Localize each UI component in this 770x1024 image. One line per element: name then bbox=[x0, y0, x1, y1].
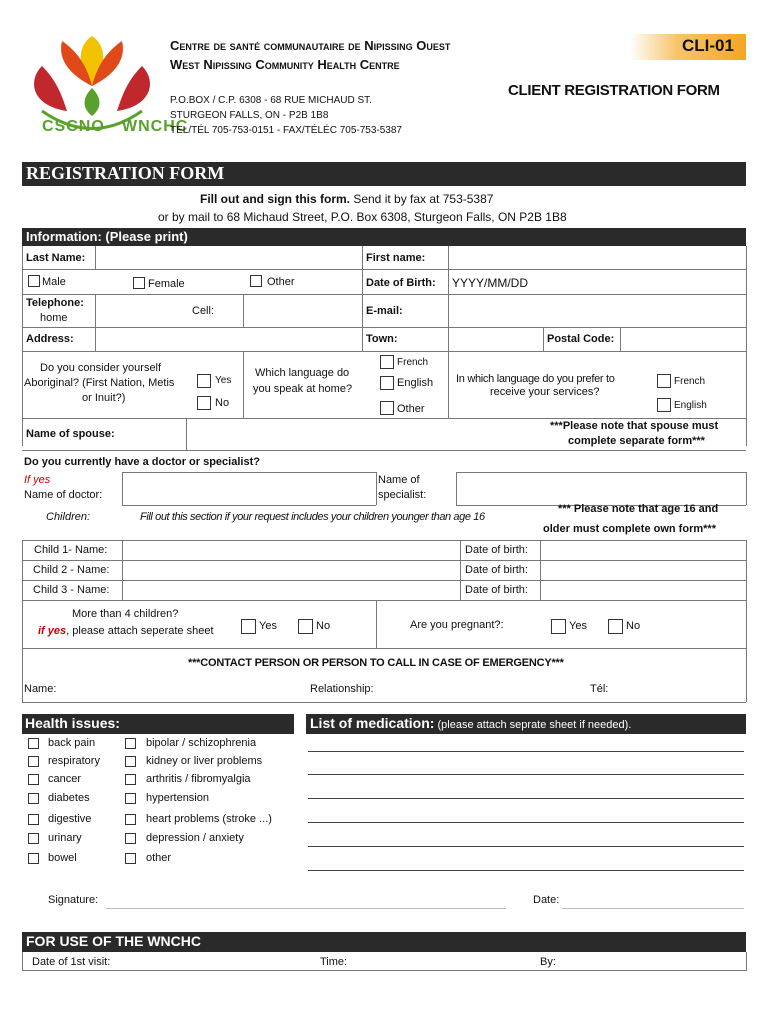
postal-code-input[interactable] bbox=[621, 328, 745, 350]
pregnant-yes-label: Yes bbox=[569, 620, 587, 632]
logo bbox=[22, 26, 189, 146]
more-children-note bbox=[38, 625, 214, 637]
home-language-question-1: Which language do bbox=[255, 367, 350, 379]
digestive-label: digestive bbox=[48, 813, 92, 825]
aboriginal-question-2: Aboriginal? (First Nation, Metis bbox=[24, 377, 175, 389]
heart-problems-label: heart problems (stroke ...) bbox=[146, 813, 272, 825]
respiratory-label: respiratory bbox=[48, 755, 100, 767]
respiratory-checkbox[interactable] bbox=[28, 756, 39, 767]
pregnant-no-label: No bbox=[626, 620, 641, 632]
medication-heading bbox=[310, 715, 631, 731]
doctor-name-label: Name of doctor: bbox=[24, 489, 103, 501]
medication-bar bbox=[306, 714, 746, 734]
dob-label: Date of Birth: bbox=[366, 277, 436, 289]
more-children-no-label: No bbox=[316, 620, 331, 632]
medication-line[interactable] bbox=[308, 846, 744, 847]
signature-date-label: Date: bbox=[533, 894, 560, 906]
cell-phone-input[interactable] bbox=[244, 295, 361, 326]
home-english-label: English bbox=[397, 377, 434, 389]
information-title: Information: (Please print) bbox=[26, 229, 188, 244]
information-bar bbox=[22, 228, 746, 246]
child-2-label: Child 2 - Name: bbox=[33, 564, 110, 576]
instructions-bold: Fill out and sign this form. bbox=[200, 192, 350, 206]
child-3-dob-input[interactable] bbox=[541, 581, 745, 599]
more-children-if-yes: if yes bbox=[38, 625, 67, 637]
hypertension-checkbox[interactable] bbox=[125, 793, 136, 804]
child-1-dob-input[interactable] bbox=[541, 541, 745, 559]
home-other-checkbox[interactable] bbox=[380, 401, 394, 415]
bowel-label: bowel bbox=[48, 852, 77, 864]
health-issues-title: Health issues: bbox=[25, 715, 120, 731]
other-health-checkbox[interactable] bbox=[125, 853, 136, 864]
aboriginal-yes-checkbox[interactable] bbox=[197, 374, 211, 388]
female-label: Female bbox=[148, 278, 185, 290]
medication-note: (please attach seprate sheet if needed). bbox=[434, 719, 632, 731]
aboriginal-question-3: or Inuit?) bbox=[82, 392, 126, 404]
urinary-checkbox[interactable] bbox=[28, 833, 39, 844]
medication-line[interactable] bbox=[308, 798, 744, 799]
male-label: Male bbox=[42, 276, 66, 288]
more-children-yes-checkbox[interactable] bbox=[241, 619, 256, 634]
signature-date-line[interactable] bbox=[562, 908, 744, 909]
child-3-name-input[interactable] bbox=[123, 581, 459, 599]
service-french-checkbox[interactable] bbox=[657, 374, 671, 388]
specialist-label-2: specialist: bbox=[378, 489, 427, 501]
child-1-dob-label: Date of birth: bbox=[465, 544, 528, 556]
more-children-no-checkbox[interactable] bbox=[298, 619, 313, 634]
office-use-title: FOR USE OF THE WNCHC bbox=[26, 933, 201, 949]
pregnant-question: Are you pregnant?: bbox=[410, 619, 504, 631]
home-french-label: French bbox=[397, 357, 429, 368]
telephone-label: Telephone: bbox=[26, 297, 84, 309]
form-code: CLI-01 bbox=[682, 36, 734, 55]
home-label: home bbox=[40, 312, 68, 324]
other-gender-checkbox[interactable] bbox=[250, 275, 262, 287]
org-name-fr: Centre de santé communautaire de Nipissing Ouest bbox=[170, 38, 451, 53]
back-pain-label: back pain bbox=[48, 737, 96, 749]
logo-text: CSCNO · WNCHC bbox=[42, 118, 189, 135]
service-english-label: English bbox=[674, 400, 707, 411]
depression-label: depression / anxiety bbox=[146, 832, 244, 844]
diabetes-label: diabetes bbox=[48, 792, 90, 804]
org-name-en: West Nipissing Community Health Centre bbox=[170, 57, 400, 72]
child-3-dob-label: Date of birth: bbox=[465, 584, 528, 596]
doctor-question: Do you currently have a doctor or specialist? bbox=[24, 456, 260, 468]
address-line-2: STURGEON FALLS, ON - P2B 1B8 bbox=[170, 110, 329, 121]
cell-label: Cell: bbox=[192, 305, 215, 317]
home-english-checkbox[interactable] bbox=[380, 376, 394, 390]
arthritis-label: arthritis / fibromyalgia bbox=[146, 773, 251, 785]
kidney-liver-checkbox[interactable] bbox=[125, 756, 136, 767]
instructions-rest: Send it by fax at 753-5387 bbox=[350, 192, 494, 206]
emergency-tel-label: Tél: bbox=[590, 683, 609, 695]
child-1-name-input[interactable] bbox=[123, 541, 459, 559]
last-name-input[interactable] bbox=[96, 247, 361, 268]
children-instructions: Fill out this section if your request includes your children younger than age 16 bbox=[140, 511, 485, 523]
female-checkbox[interactable] bbox=[133, 277, 145, 289]
signature-label: Signature: bbox=[48, 894, 99, 906]
bowel-checkbox[interactable] bbox=[28, 853, 39, 864]
child-2-dob-input[interactable] bbox=[541, 561, 745, 579]
heart-problems-checkbox[interactable] bbox=[125, 814, 136, 825]
doctor-name-input[interactable] bbox=[123, 473, 375, 504]
by-label: By: bbox=[540, 956, 556, 968]
first-visit-input[interactable] bbox=[130, 953, 310, 969]
aboriginal-no-label: No bbox=[215, 397, 230, 409]
cancer-checkbox[interactable] bbox=[28, 774, 39, 785]
children-note-2: older must complete own form*** bbox=[543, 523, 716, 535]
service-french-label: French bbox=[674, 376, 706, 387]
registration-bar bbox=[22, 162, 746, 186]
back-pain-checkbox[interactable] bbox=[28, 738, 39, 749]
urinary-label: urinary bbox=[48, 832, 82, 844]
instructions-line-2: or by mail to 68 Michaud Street, P.O. Box 6308, Sturgeon Falls, ON P2B 1B8 bbox=[158, 210, 567, 224]
more-children-question: More than 4 children? bbox=[72, 608, 179, 620]
more-children-note-rest: , please attach seperate sheet bbox=[66, 625, 214, 637]
service-language-question-2: receive your services? bbox=[490, 386, 600, 398]
by-input[interactable] bbox=[560, 953, 744, 969]
aboriginal-question-1: Do you consider yourself bbox=[40, 362, 162, 374]
other-gender-label: Other bbox=[267, 276, 295, 288]
pregnant-no-checkbox[interactable] bbox=[608, 619, 623, 634]
signature-line[interactable] bbox=[106, 908, 506, 909]
digestive-checkbox[interactable] bbox=[28, 814, 39, 825]
medication-title: List of medication: bbox=[310, 715, 435, 731]
town-input[interactable] bbox=[449, 328, 542, 350]
first-visit-label: Date of 1st visit: bbox=[32, 956, 111, 968]
dob-input[interactable]: YYYY/MM/DD bbox=[452, 276, 529, 290]
aboriginal-yes-label: Yes bbox=[215, 375, 232, 386]
postal-code-label: Postal Code: bbox=[547, 333, 615, 345]
medication-line[interactable] bbox=[308, 870, 744, 871]
child-2-name-input[interactable] bbox=[123, 561, 459, 579]
more-children-yes-label: Yes bbox=[259, 620, 277, 632]
time-input[interactable] bbox=[352, 953, 532, 969]
address-input[interactable] bbox=[96, 328, 361, 350]
arthritis-checkbox[interactable] bbox=[125, 774, 136, 785]
service-english-checkbox[interactable] bbox=[657, 398, 671, 412]
depression-checkbox[interactable] bbox=[125, 833, 136, 844]
form-title: CLIENT REGISTRATION FORM bbox=[508, 82, 720, 99]
email-label: E-mail: bbox=[366, 305, 403, 317]
emergency-tel-input[interactable] bbox=[612, 678, 744, 700]
first-name-input[interactable] bbox=[449, 247, 745, 268]
email-input[interactable] bbox=[449, 295, 745, 326]
children-note-1: *** Please note that age 16 and bbox=[558, 503, 719, 515]
emergency-relationship-input[interactable] bbox=[384, 678, 584, 700]
first-name-label: First name: bbox=[366, 252, 426, 264]
male-checkbox[interactable] bbox=[28, 275, 40, 287]
children-label: Children: bbox=[46, 511, 91, 523]
instructions-line-1 bbox=[200, 192, 493, 206]
service-language-question-1: In which language do you prefer to bbox=[456, 373, 615, 385]
home-french-checkbox[interactable] bbox=[380, 355, 394, 369]
medication-line[interactable] bbox=[308, 822, 744, 823]
spouse-note-2: complete separate form*** bbox=[568, 435, 705, 447]
if-yes-label: If yes bbox=[24, 474, 51, 486]
spouse-label: Name of spouse: bbox=[26, 428, 115, 440]
medication-line[interactable] bbox=[308, 751, 744, 752]
pregnant-yes-checkbox[interactable] bbox=[551, 619, 566, 634]
child-1-label: Child 1- Name: bbox=[34, 544, 108, 556]
bipolar-checkbox[interactable] bbox=[125, 738, 136, 749]
kidney-liver-label: kidney or liver problems bbox=[146, 755, 263, 767]
emergency-name-input[interactable] bbox=[62, 678, 302, 700]
address-line-1: P.O.BOX / C.P. 6308 - 68 RUE MICHAUD ST. bbox=[170, 95, 372, 106]
cancer-label: cancer bbox=[48, 773, 82, 785]
registration-title: REGISTRATION FORM bbox=[26, 163, 225, 183]
specialist-name-input[interactable] bbox=[457, 473, 745, 504]
diabetes-checkbox[interactable] bbox=[28, 793, 39, 804]
child-2-dob-label: Date of birth: bbox=[465, 564, 528, 576]
address-label: Address: bbox=[26, 333, 74, 345]
home-other-label: Other bbox=[397, 403, 425, 415]
emergency-name-label: Name: bbox=[24, 683, 57, 695]
bipolar-label: bipolar / schizophrenia bbox=[146, 737, 257, 749]
hypertension-label: hypertension bbox=[146, 792, 209, 804]
specialist-label-1: Name of bbox=[378, 474, 420, 486]
aboriginal-no-checkbox[interactable] bbox=[197, 396, 211, 410]
last-name-label: Last Name: bbox=[26, 252, 86, 264]
time-label: Time: bbox=[320, 956, 348, 968]
emergency-title: ***CONTACT PERSON OR PERSON TO CALL IN CASE OF EMERGENCY*** bbox=[188, 657, 564, 669]
spouse-note-1: ***Please note that spouse must bbox=[550, 420, 719, 432]
address-line-3: TEL/TÉL 705-753-0151 - FAX/TÉLÉC 705-753-5387 bbox=[170, 125, 402, 136]
emergency-relationship-label: Relationship: bbox=[310, 683, 374, 695]
office-use-bar bbox=[22, 932, 746, 952]
home-phone-input[interactable] bbox=[96, 295, 186, 326]
child-3-label: Child 3 - Name: bbox=[33, 584, 110, 596]
medication-line[interactable] bbox=[308, 774, 744, 775]
home-language-question-2: you speak at home? bbox=[253, 383, 353, 395]
health-issues-bar bbox=[22, 714, 294, 734]
other-health-label: other bbox=[146, 852, 172, 864]
town-label: Town: bbox=[366, 333, 398, 345]
